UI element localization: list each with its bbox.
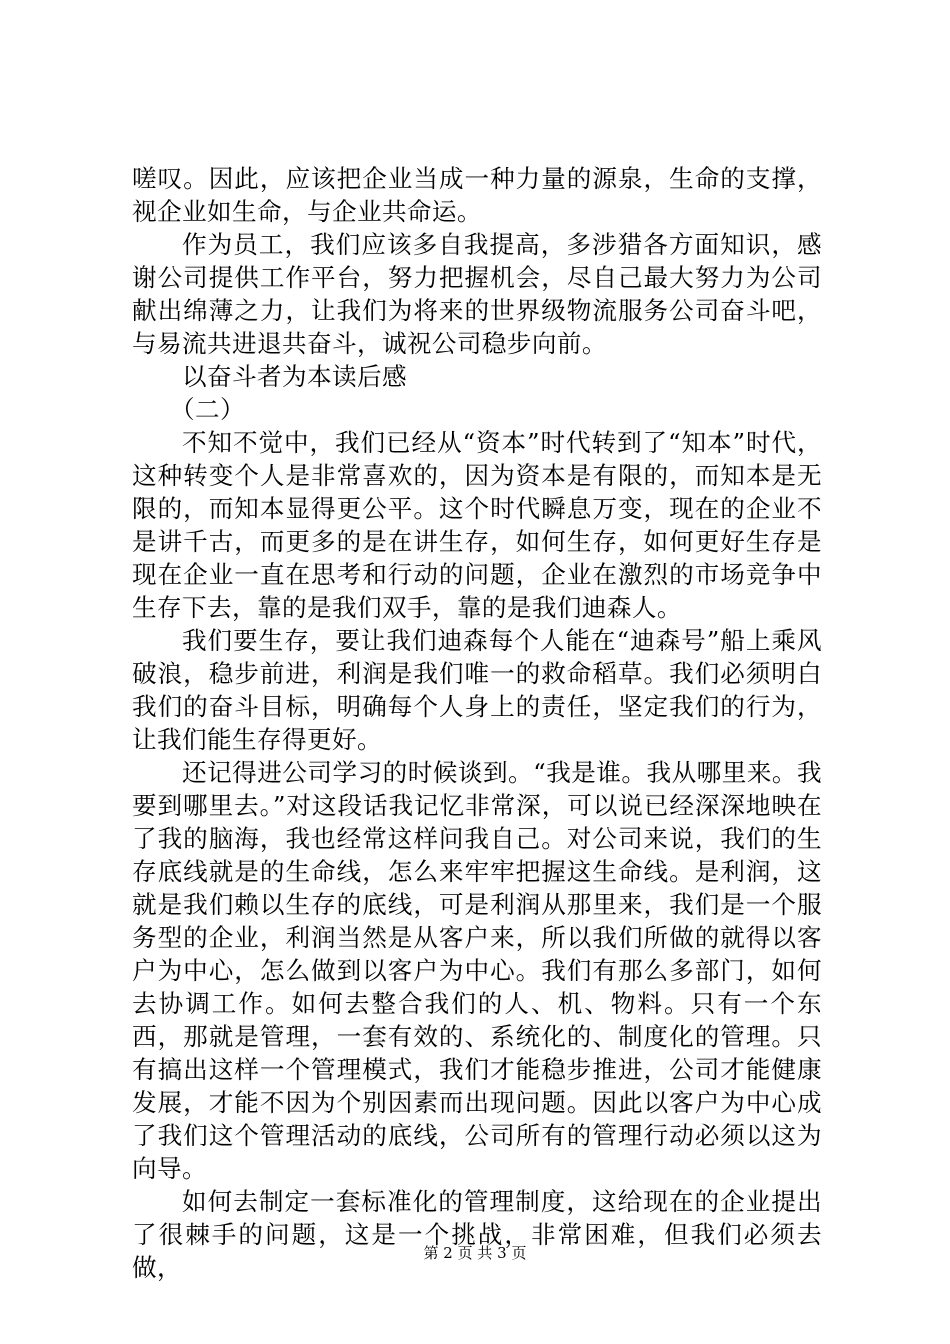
paragraph-standardization: 如何去制定一套标准化的管理制度，这给现在的企业提出了很棘手的问题，这是一个挑战，非常困难，但我们必须去做， <box>132 1187 822 1282</box>
section-number: （二） <box>170 395 245 424</box>
page-footer: 第 2 页 共 3 页 <box>423 1244 527 1262</box>
paragraph-management: 还记得进公司学习的时候谈到。“我是谁。我从哪里来。我要到哪里去。”对这段话我记忆非常深，可以说已经深深地映在了我的脑海，我也经常这样问我自己。对公司来说，我们的生存底线就是的生命线，怎么来牢牢把握这生命线。是利润，这就是我们赖以生存的底线，可是利润从那里来，我们是一个服务型的企业，利润当然是从客户来，所以我们所做的就得以客户为中心，怎么做到以客户为中心。我们有那么多部门，如何去协调工作。如何去整合我们的人、机、物料。只有一个东西，那就是管理，一套有效的、系统化的、制度化的管理。只有搞出这样一个管理模式，我们才能稳步推进，公司才能健康发展，才能不因为个别因素而出现问题。因此以客户为中心成了我们这个管理活动的底线，公司所有的管理行动必须以这为向导。 <box>132 758 822 1183</box>
paragraph-survival: 我们要生存，要让我们迪森每个人能在“迪森号”船上乘风破浪，稳步前进，利润是我们唯一的救命稻草。我们必须明白我们的奋斗目标，明确每个人身上的责任，坚定我们的行为，让我们能生存得更好。 <box>132 626 822 754</box>
paragraph-knowledge-era: 不知不觉中，我们已经从“资本”时代转到了“知本”时代，这种转变个人是非常喜欢的，因为资本是有限的，而知本是无限的，而知本显得更公平。这个时代瞬息万变，现在的企业不是讲千古，而更多的是在讲生存，如何生存，如何更好生存是现在企业一直在思考和行动的问题，企业在激烈的市场竞争中生存下去，靠的是我们双手，靠的是我们迪森人。 <box>132 428 822 622</box>
paragraph-continued: 嗟叹。因此，应该把企业当成一种力量的源泉，生命的支撑，视企业如生命，与企业共命运。 <box>132 164 822 226</box>
section-title: 以奋斗者为本读后感 <box>182 362 407 391</box>
paragraph-employee: 作为员工，我们应该多自我提高，多涉猎各方面知识，感谢公司提供工作平台，努力把握机会，尽自己最大努力为公司献出绵薄之力，让我们为将来的世界级物流服务公司奋斗吧，与易流共进退共奋斗，诚祝公司稳步向前。 <box>132 230 822 358</box>
document-body <box>132 162 822 1284</box>
